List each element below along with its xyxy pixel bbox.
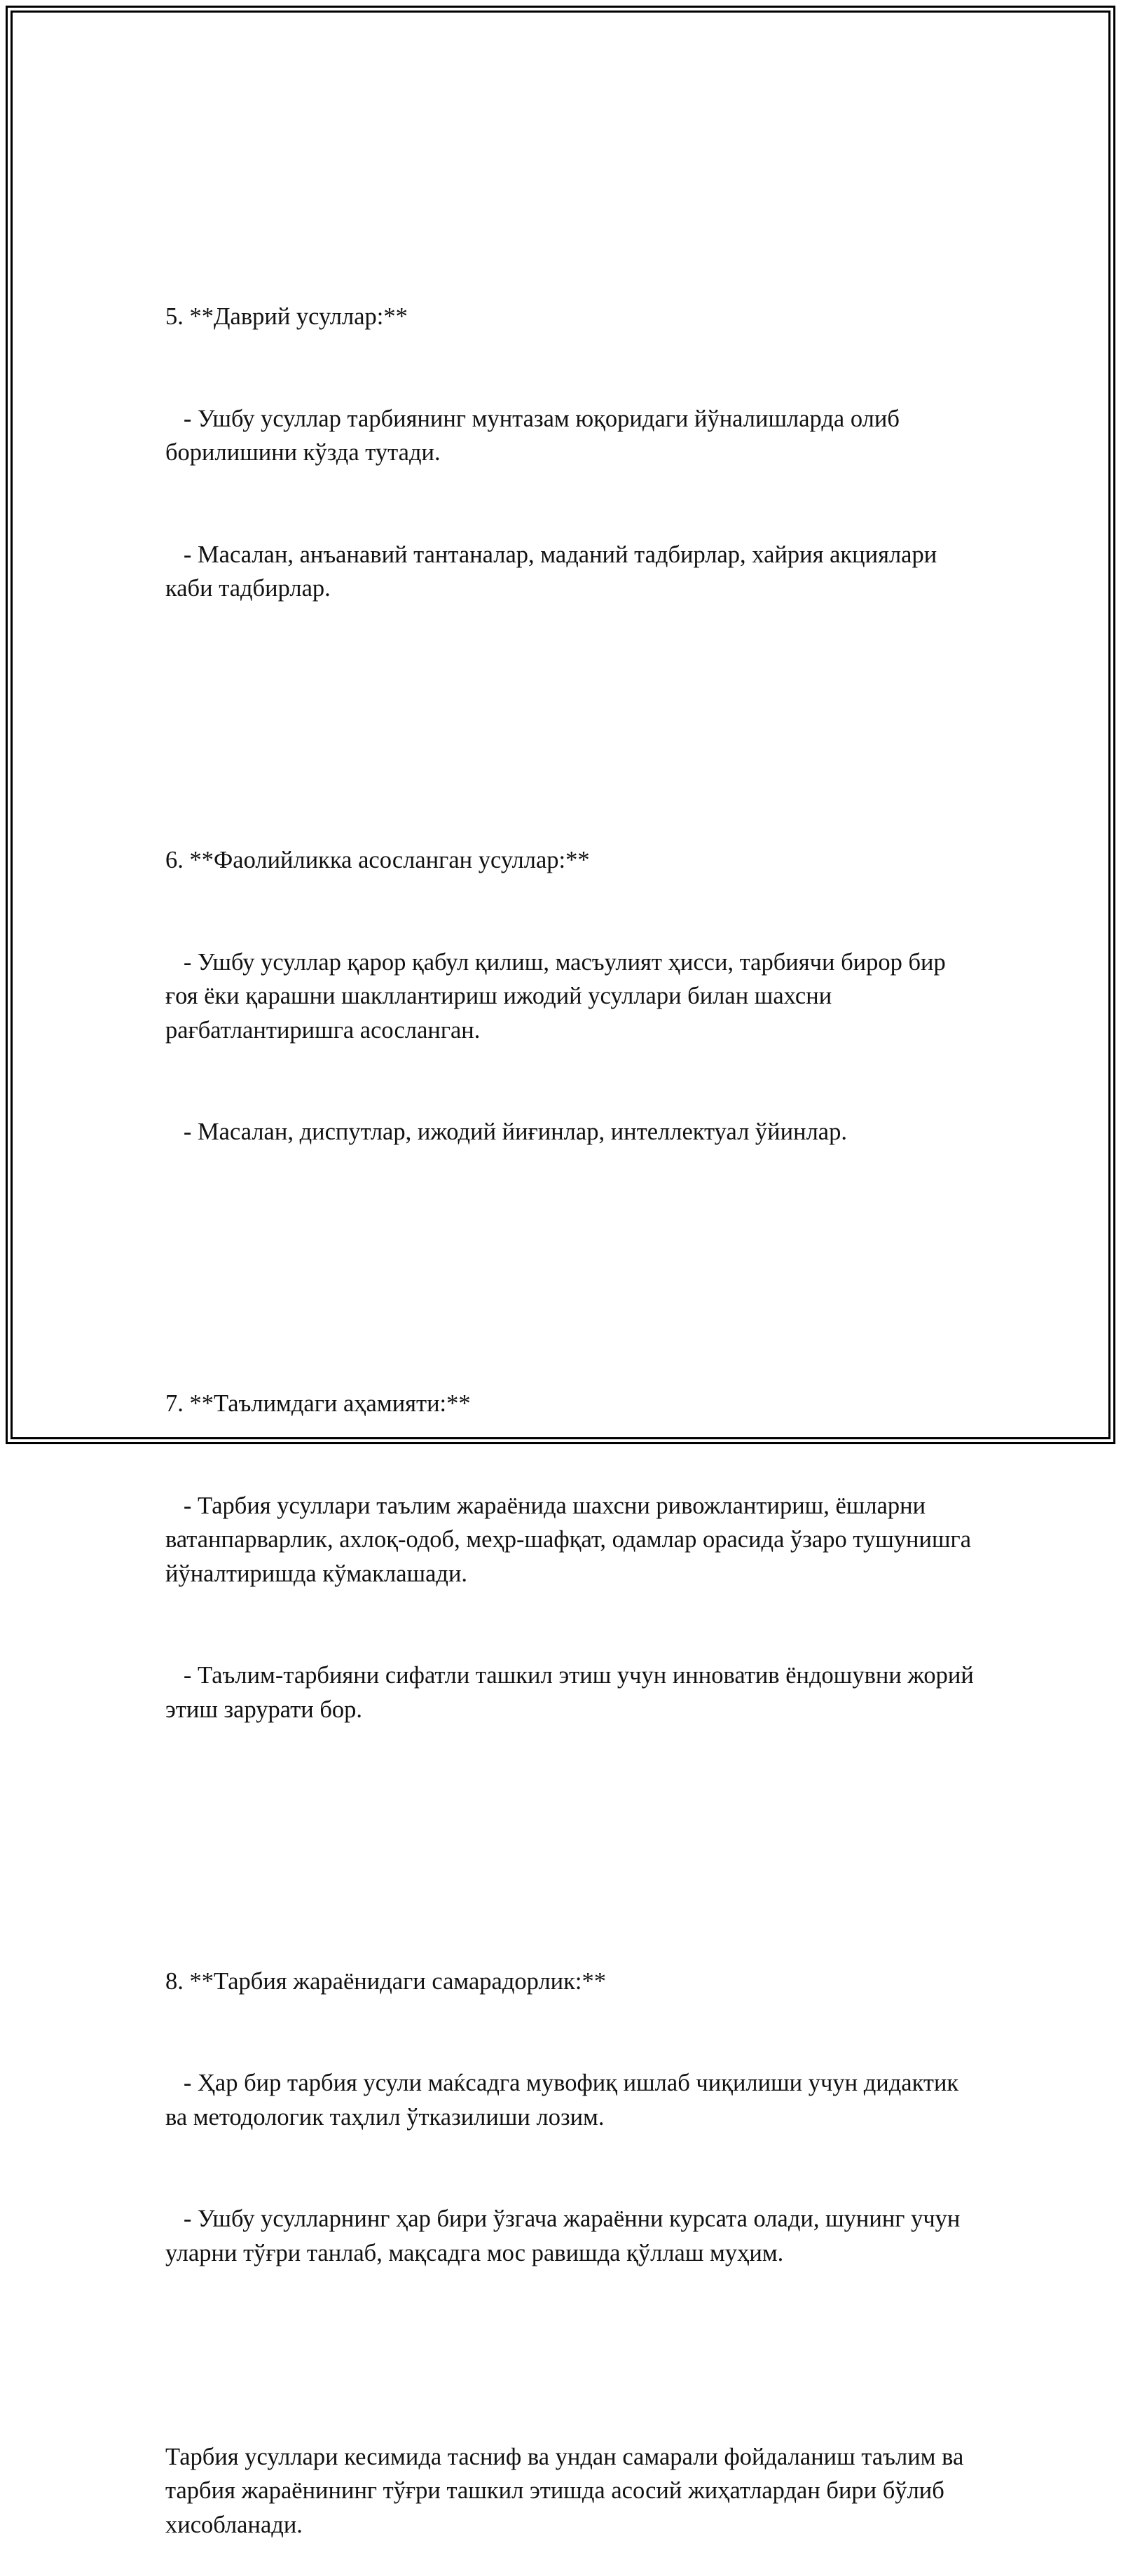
- section-8: [165, 1897, 978, 2339]
- section-6: [165, 775, 978, 1217]
- list-item: - Ушбу усуллар тарбиянинг мунтазам юқоридаги йўналишларда олиб борилишини кўзда тутади.: [165, 405, 906, 466]
- list-item: - Масалан, анъанавий тантаналар, маданий тадбирлар, хайрия акциялари каби тадбирлар.: [165, 541, 943, 602]
- section-heading: 5. **Даврий усуллар:**: [165, 303, 408, 330]
- list-item: - Масалан, диспутлар, ижодий йиғинлар, интеллектуал ўйинлар.: [165, 1119, 847, 1145]
- list-item: - Тарбия усуллари таълим жараёнида шахсни ривожлантириш, ёшларни ватанпарварлик, ахлоқ-одоб, меҳр-шафқат, одамлар орасида ўзаро тушунишга йўналтиришда кўмаклашади.: [165, 1492, 977, 1587]
- section-5: [165, 232, 978, 674]
- list-item: - Ҳар бир тарбия усули маќсадга мувофиқ ишлаб чиқилиши учун дидактик ва методологик таҳлил ўтказилиши лозим.: [165, 2070, 965, 2131]
- list-item: - Таълим-тарбияни сифатли ташкил этиш учун инноватив ёндошувни жорий этиш зарурати бор.: [165, 1662, 980, 1723]
- section-heading: 7. **Таълимдаги аҳамияти:**: [165, 1390, 471, 1417]
- conclusion-paragraph: Тарбия усуллари кесимида тасниф ва ундан самарали фойдаланиш таълим ва тарбия жараёнининг тўғри ташкил этишда асосий жиҳатлардан бири бўлиб хисобланади.: [165, 2443, 970, 2538]
- section-heading: 8. **Тарбия жараёнидаги самарадорлик:**: [165, 1967, 606, 1995]
- section-heading: 6. **Фаолийликка асосланган усуллар:**: [165, 847, 590, 873]
- document-body: [165, 164, 978, 2576]
- list-item: - Ушбу усуллар қарор қабул қилиш, масъулият ҳисси, тарбиячи бирор бир ғоя ёки қарашни шакллантириш ижодий усуллари билан шахсни рағбатлантиришга асосланган.: [165, 948, 952, 1044]
- section-7: [165, 1319, 978, 1794]
- list-item: - Ушбу усулларнинг ҳар бири ўзгача жараённи курсата олади, шунинг учун уларни тўғри танлаб, мақсадга мос равишда қўллаш муҳим.: [165, 2205, 967, 2266]
